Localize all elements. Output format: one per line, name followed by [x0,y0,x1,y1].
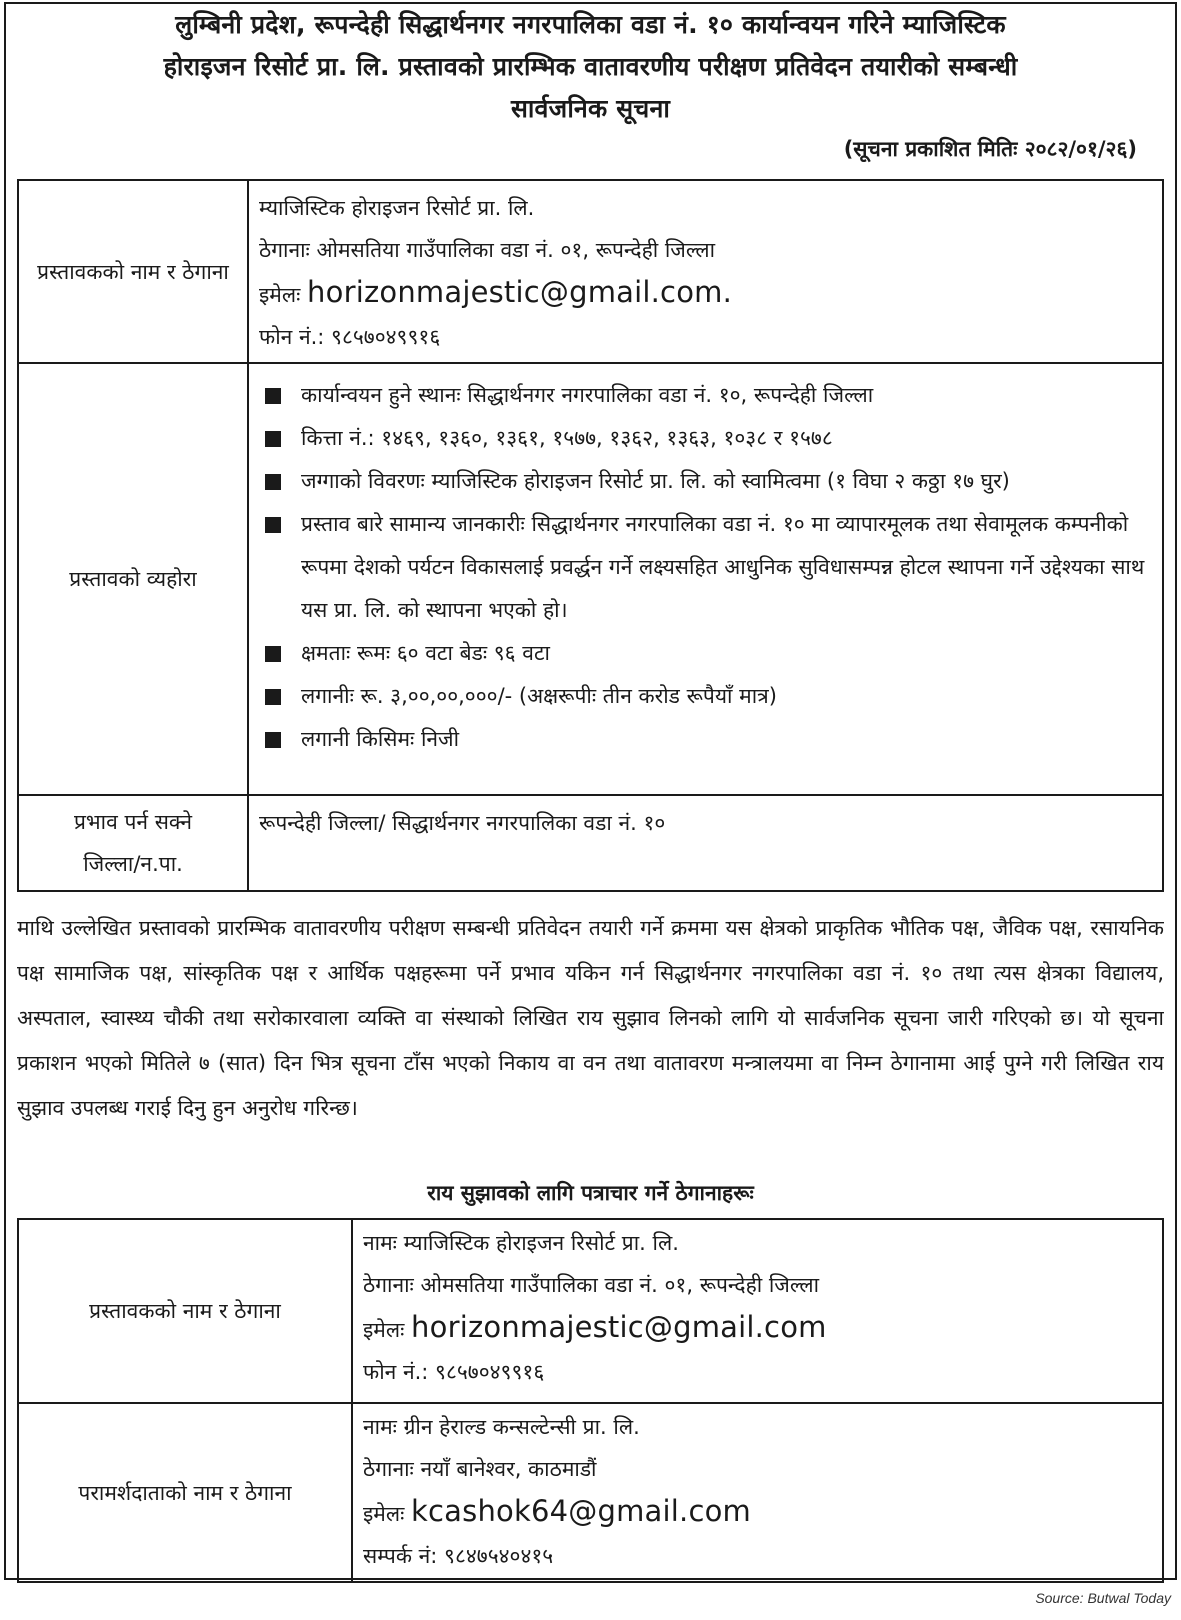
table-row [18,180,1163,363]
proponent-email: horizonmajestic@gmail.com. [307,275,733,309]
affected-label-line-1: प्रभाव पर्न सक्ने [73,810,193,834]
list-item [259,460,1152,503]
contact-proponent-email-line [363,1306,1152,1351]
detail-capacity: क्षमताः रूमः ६० वटा बेडः ९६ वटा [301,641,550,665]
contact-proponent-label: प्रस्तावकको नाम र ठेगाना [18,1219,352,1403]
bullet-square-icon [265,689,281,705]
notice-heading [14,4,1167,130]
affected-area-label [18,795,248,891]
list-item [259,675,1152,718]
contact-table [17,1218,1164,1583]
bullet-square-icon [265,388,281,404]
proponent-details [248,180,1163,363]
detail-plot-numbers: कित्ता नं.: १४६९, १३६०, १३६१, १५७७, १३६२, १३६३, १०३८ र १५७८ [301,426,833,450]
proponent-name: म्याजिस्टिक होराइजन रिसोर्ट प्रा. लि. [259,196,535,220]
contact-proponent-address: ठेगानाः ओमसतिया गाउँपालिका वडा नं. ०१, रूपन्देही जिल्ला [363,1273,820,1297]
consultant-name: नामः ग्रीन हेराल्ड कन्सल्टेन्सी प्रा. लि. [363,1415,640,1439]
proponent-address: ठेगानाः ओमसतिया गाउँपालिका वडा नं. ०१, रूपन्देही जिल्ला [259,238,716,262]
heading-line-2: होराइजन रिसोर्ट प्रा. लि. प्रस्तावको प्रारम्भिक वातावरणीय परीक्षण प्रतिवेदन तयारीको सम्बन्धी [163,52,1018,81]
email-label: इमेलः [363,1318,405,1342]
list-item [259,718,1152,761]
detail-general-info: प्रस्ताव बारे सामान्य जानकारीः सिद्धार्थनगर नगरपालिका वडा नं. १० मा व्यापारमूलक तथा सेवामूलक कम्पनीको रूपमा देशको पर्यटन विकासलाई प्रवर्द्धन गर्ने लक्ष्यसहित आधुनिक सुविधासम्पन्न होटल स्थापना गर्ने उद्देश्यका साथ यस प्रा. लि. को स्थापना भएको हो। [301,512,1145,622]
detail-investment: लगानीः रू. ३,००,००,०००/- (अक्षरूपीः तीन करोड रूपैयाँ मात्र) [301,684,777,708]
proposal-details [248,363,1163,795]
table-row [18,1403,1163,1582]
bullet-square-icon [265,431,281,447]
contact-proponent-details [352,1219,1163,1403]
proposal-table [17,179,1164,892]
detail-investment-type: लगानी किसिमः निजी [301,727,460,751]
consultant-email-line [363,1490,1152,1535]
bullet-square-icon [265,646,281,662]
list-item [259,374,1152,417]
consultant-label: परामर्शदाताको नाम र ठेगाना [18,1403,352,1582]
consultant-address: ठेगानाः नयाँ बानेश्वर, काठमाडौं [363,1457,597,1481]
proponent-email-line [259,271,1152,316]
detail-location: कार्यान्वयन हुने स्थानः सिद्धार्थनगर नगरपालिका वडा नं. १०, रूपन्देही जिल्ला [301,383,874,407]
detail-land: जग्गाको विवरणः म्याजिस्टिक होराइजन रिसोर्ट प्रा. लि. को स्वामित्वमा (१ विघा २ कठ्ठा १७ घुर) [301,469,1010,493]
affected-area-value [248,795,1163,891]
affected-label-line-2: जिल्ला/न.पा. [83,852,183,876]
heading-line-3: सार्वजनिक सूचना [510,94,670,123]
publication-date: (सूचना प्रकाशित मितिः २०८२/०१/२६) [843,137,1137,161]
affected-area-text: रूपन्देही जिल्ला/ सिद्धार्थनगर नगरपालिका वडा नं. १० [259,811,666,835]
heading-line-1: लुम्बिनी प्रदेश, रूपन्देही सिद्धार्थनगर नगरपालिका वडा नं. १० कार्यान्वयन गरिने म्याजिस्टिक [175,10,1006,39]
table-row [18,363,1163,795]
proposal-details-label: प्रस्तावको व्यहोरा [18,363,248,795]
contact-proponent-name: नामः म्याजिस्टिक होराइजन रिसोर्ट प्रा. लि. [363,1231,679,1255]
contact-proponent-email: horizonmajestic@gmail.com [411,1310,827,1344]
source-credit: Source: Butwal Today [1035,1590,1171,1606]
table-row [18,1219,1163,1403]
contact-heading: राय सुझावको लागि पत्राचार गर्ने ठेगानाहरूः [427,1181,754,1205]
body-paragraph: माथि उल्लेखित प्रस्तावको प्रारम्भिक वातावरणीय परीक्षण सम्बन्धी प्रतिवेदन तयारी गर्ने क्रममा यस क्षेत्रको प्राकृतिक भौतिक पक्ष, जैविक पक्ष, रसायनिक पक्ष सामाजिक पक्ष, सांस्कृतिक पक्ष र आर्थिक पक्षहरूमा पर्ने प्रभाव यकिन गर्न सिद्धार्थनगर नगरपालिका वडा नं. १० तथा त्यस क्षेत्रका विद्यालय, अस्पताल, स्वास्थ्य चौकी तथा सरोकारवाला व्यक्ति वा संस्थाको लिखित राय सुझाव लिनको लागि यो सार्वजनिक सूचना जारी गरिएको छ। यो सूचना प्रकाशन भएको मितिले ७ (सात) दिन भित्र सूचना टाँस भएको निकाय वा वन तथा वातावरण मन्त्रालयमा वा निम्न ठेगानामा आई पुग्ने गरी लिखित राय सुझाव उपलब्ध गराई दिनु हुन अनुरोध गरिन्छ। [17,916,1164,1120]
consultant-phone: सम्पर्क नं: ९८४७५४०४१५ [363,1544,554,1568]
consultant-details [352,1403,1163,1582]
email-label: इमेलः [363,1502,405,1526]
list-item [259,503,1152,632]
proponent-label: प्रस्तावकको नाम र ठेगाना [18,180,248,363]
list-item [259,632,1152,675]
list-item [259,417,1152,460]
contact-proponent-phone: फोन नं.: ९८५७०४९९१६ [363,1360,545,1384]
consultant-email: kcashok64@gmail.com [411,1494,751,1528]
table-row [18,795,1163,891]
proponent-phone: फोन नं.: ९८५७०४९९१६ [259,325,441,349]
email-label: इमेलः [259,283,301,307]
bullet-square-icon [265,517,281,533]
bullet-square-icon [265,474,281,490]
bullet-square-icon [265,732,281,748]
